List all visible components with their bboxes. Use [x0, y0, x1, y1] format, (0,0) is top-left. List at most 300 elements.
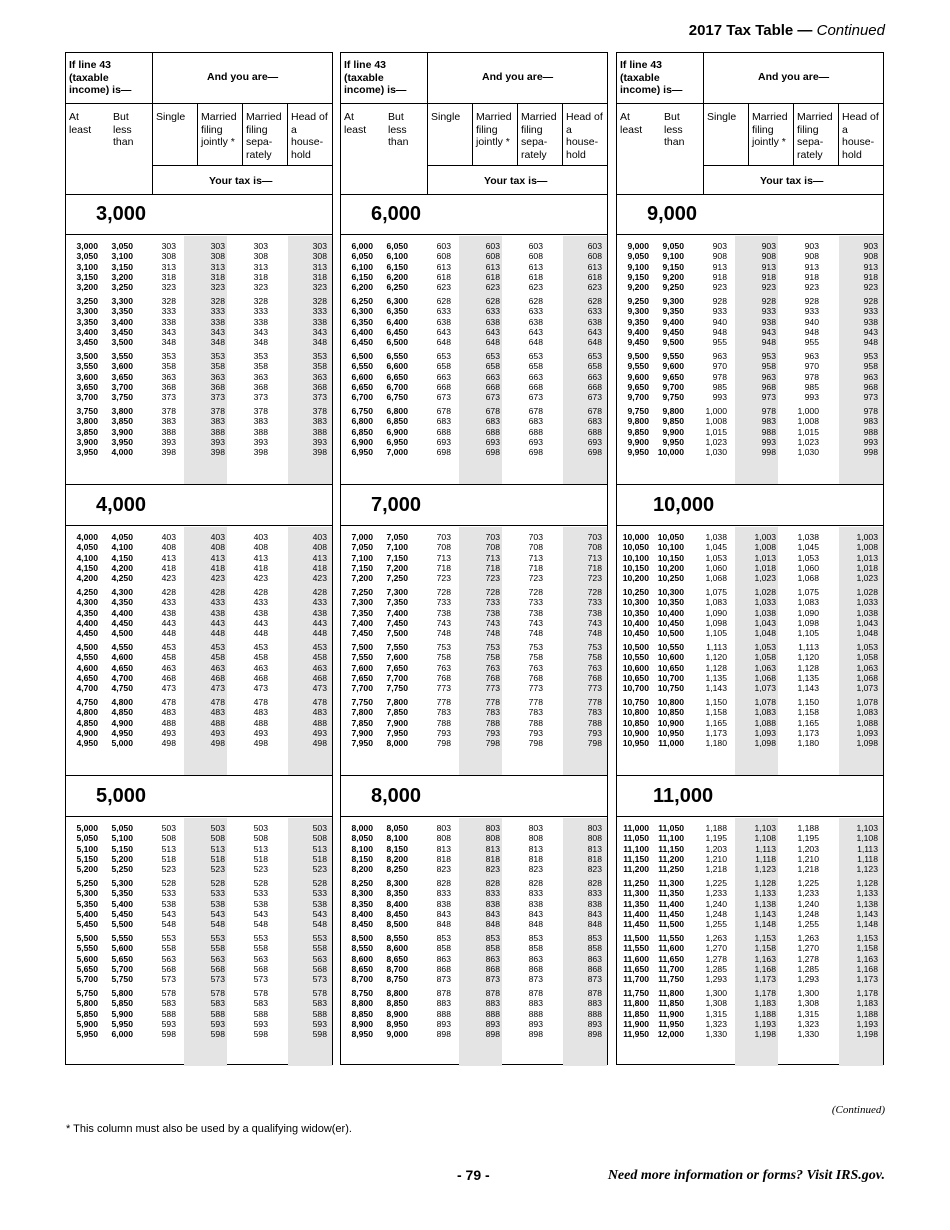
married-separately-label: Married filing sepa- rately	[521, 111, 557, 161]
table-row	[341, 618, 607, 628]
married-jointly-tax-cell: 693	[485, 436, 500, 447]
married-separately-tax-cell: 568	[253, 963, 268, 974]
table-row	[617, 372, 883, 382]
at-least-cell: 8,000	[351, 823, 373, 833]
head-of-household-tax-cell: 763	[587, 662, 602, 673]
but-less-cell: 11,700	[658, 963, 684, 974]
at-least-cell: 9,100	[627, 261, 649, 272]
but-less-cell: 9,000	[386, 1029, 408, 1040]
married-separately-tax-cell: 1,210	[797, 853, 819, 864]
married-jointly-tax-cell: 993	[761, 436, 776, 447]
single-tax-cell: 828	[436, 878, 451, 888]
table-row	[66, 728, 332, 738]
married-jointly-tax-cell: 403	[210, 532, 225, 542]
at-least-cell: 6,800	[351, 416, 373, 427]
section-title: 3,000	[96, 203, 147, 225]
at-least-cell: 6,850	[351, 426, 373, 437]
head-of-household-tax-cell: 823	[587, 864, 602, 875]
at-least-cell: 7,700	[351, 683, 373, 694]
single-tax-cell: 538	[161, 898, 176, 909]
at-least-cell: 9,400	[627, 326, 649, 337]
tax-column-3	[616, 52, 884, 1065]
single-tax-cell: 513	[161, 843, 176, 854]
more-info-link[interactable]: Need more information or forms? Visit IRS.gov.	[607, 1168, 885, 1183]
married-jointly-tax-cell: 793	[485, 727, 500, 738]
married-separately-tax-cell: 788	[528, 717, 543, 728]
head-of-household-tax-cell: 458	[312, 652, 327, 663]
but-less-cell: 5,050	[111, 823, 133, 833]
married-jointly-tax-cell: 613	[485, 261, 500, 272]
table-row	[617, 542, 883, 552]
at-least-cell: 11,900	[623, 1018, 649, 1029]
head-of-household-tax-cell: 508	[312, 833, 327, 844]
head-of-household-tax-cell: 1,168	[856, 963, 878, 974]
at-least-cell: 8,850	[351, 1008, 373, 1019]
at-least-cell: 8,600	[351, 953, 373, 964]
at-least-cell: 7,150	[351, 562, 373, 573]
but-less-cell: 3,950	[111, 436, 133, 447]
single-tax-cell: 1,090	[705, 607, 727, 618]
but-less-cell: 11,050	[658, 823, 684, 833]
at-least-cell: 7,250	[351, 587, 373, 597]
married-separately-tax-cell: 918	[804, 271, 819, 282]
at-least-cell: 4,150	[76, 562, 98, 573]
at-least-cell: 8,500	[351, 933, 373, 943]
single-tax-cell: 1,105	[705, 628, 727, 639]
married-jointly-tax-cell: 358	[210, 361, 225, 372]
table-row	[341, 738, 607, 748]
single-tax-cell: 993	[712, 392, 727, 403]
at-least-cell: 6,100	[351, 261, 373, 272]
married-jointly-tax-cell: 553	[210, 933, 225, 943]
table-row	[617, 964, 883, 974]
but-less-cell: 7,300	[386, 587, 408, 597]
single-tax-cell: 1,053	[705, 552, 727, 563]
married-jointly-tax-cell: 338	[210, 316, 225, 327]
married-jointly-tax-cell: 783	[485, 707, 500, 718]
at-least-cell: 11,300	[623, 888, 649, 899]
but-less-cell: 8,900	[386, 1008, 408, 1019]
single-tax-cell: 453	[161, 642, 176, 652]
single-tax-cell: 873	[436, 974, 451, 985]
single-tax-cell: 1,060	[705, 562, 727, 573]
married-jointly-tax-cell: 923	[761, 282, 776, 293]
table-row	[341, 899, 607, 909]
married-separately-tax-cell: 908	[804, 251, 819, 262]
married-jointly-tax-cell: 353	[210, 351, 225, 361]
single-tax-cell: 858	[436, 943, 451, 954]
but-less-cell: 11,200	[658, 853, 684, 864]
married-separately-tax-cell: 533	[253, 888, 268, 899]
head-of-household-tax-cell: 798	[587, 738, 602, 749]
married-jointly-tax-cell: 868	[485, 963, 500, 974]
at-least-cell: 8,800	[351, 998, 373, 1009]
single-tax-cell: 388	[161, 426, 176, 437]
but-less-cell: 11,600	[658, 943, 684, 954]
but-less-cell: 4,700	[111, 672, 133, 683]
married-jointly-tax-cell: 1,108	[754, 833, 776, 844]
married-separately-tax-cell: 353	[253, 351, 268, 361]
at-least-cell: 3,750	[76, 406, 98, 416]
head-of-household-tax-cell: 1,088	[856, 717, 878, 728]
single-tax-cell: 913	[712, 261, 727, 272]
table-row	[617, 878, 883, 888]
married-jointly-tax-cell: 518	[210, 853, 225, 864]
table-row	[341, 447, 607, 457]
married-jointly-tax-cell: 1,183	[754, 998, 776, 1009]
but-less-cell: 7,250	[386, 573, 408, 584]
at-least-cell: 6,250	[351, 296, 373, 306]
at-least-cell: 9,350	[627, 316, 649, 327]
head-of-household-tax-cell: 473	[312, 683, 327, 694]
head-of-household-tax-cell: 913	[863, 261, 878, 272]
but-less-cell: 8,650	[386, 953, 408, 964]
married-jointly-tax-cell: 728	[485, 587, 500, 597]
head-of-household-tax-cell: 443	[312, 617, 327, 628]
married-separately-tax-cell: 608	[528, 251, 543, 262]
table-row	[66, 954, 332, 964]
single-tax-cell: 603	[436, 241, 451, 251]
but-less-cell: 10,850	[657, 707, 684, 718]
married-separately-tax-cell: 1,203	[797, 843, 819, 854]
married-separately-tax-cell: 588	[253, 1008, 268, 1019]
but-less-cell: 7,900	[386, 717, 408, 728]
head-of-household-tax-cell: 323	[312, 282, 327, 293]
table-row	[617, 618, 883, 628]
single-tax-cell: 473	[161, 683, 176, 694]
table-row	[341, 361, 607, 371]
head-of-household-tax-cell: 883	[587, 998, 602, 1009]
single-tax-cell: 448	[161, 628, 176, 639]
section-title: 6,000	[371, 203, 422, 225]
but-less-cell: 7,950	[386, 727, 408, 738]
head-of-household-tax-cell: 593	[312, 1018, 327, 1029]
table-row	[66, 888, 332, 898]
head-of-household-tax-cell: 918	[863, 271, 878, 282]
single-tax-cell: 523	[161, 864, 176, 875]
head-of-household-tax-cell: 528	[312, 878, 327, 888]
married-jointly-tax-cell: 668	[485, 381, 500, 392]
single-tax-cell: 1,030	[705, 447, 727, 458]
married-separately-tax-cell: 678	[528, 406, 543, 416]
married-separately-tax-cell: 1,225	[797, 878, 819, 888]
head-of-household-label: Head of a house- hold	[566, 111, 603, 161]
head-of-household-tax-cell: 743	[587, 617, 602, 628]
at-least-cell: 9,900	[627, 436, 649, 447]
table-row	[341, 728, 607, 738]
single-tax-cell: 1,128	[705, 662, 727, 673]
table-row	[617, 406, 883, 416]
married-jointly-tax-cell: 608	[485, 251, 500, 262]
married-separately-tax-cell: 683	[528, 416, 543, 427]
but-less-cell: 5,650	[111, 953, 133, 964]
married-jointly-tax-cell: 878	[485, 988, 500, 998]
tax-column-2	[340, 52, 608, 1065]
married-separately-tax-cell: 833	[528, 888, 543, 899]
married-separately-tax-cell: 373	[253, 392, 268, 403]
single-tax-cell: 723	[436, 573, 451, 584]
single-tax-cell: 853	[436, 933, 451, 943]
but-less-cell: 9,500	[662, 337, 684, 348]
at-least-cell: 6,900	[351, 436, 373, 447]
single-tax-cell: 613	[436, 261, 451, 272]
married-jointly-tax-cell: 428	[210, 587, 225, 597]
married-separately-tax-cell: 763	[528, 662, 543, 673]
but-less-cell: 9,350	[662, 306, 684, 317]
head-of-household-tax-cell: 533	[312, 888, 327, 899]
married-separately-tax-cell: 803	[528, 823, 543, 833]
single-tax-cell: 423	[161, 573, 176, 584]
table-row	[341, 919, 607, 929]
married-jointly-tax-cell: 1,163	[754, 953, 776, 964]
but-less-cell: 10,750	[657, 683, 684, 694]
married-jointly-tax-cell: 1,023	[754, 573, 776, 584]
at-least-cell: 11,350	[623, 898, 649, 909]
table-row	[617, 663, 883, 673]
head-of-household-tax-cell: 418	[312, 562, 327, 573]
but-less-cell: 10,250	[657, 573, 684, 584]
single-tax-cell: 1,158	[705, 707, 727, 718]
head-of-household-tax-cell: 998	[863, 447, 878, 458]
at-least-cell: 3,100	[76, 261, 98, 272]
but-less-label: But less than	[113, 111, 134, 148]
but-less-cell: 8,600	[386, 943, 408, 954]
married-separately-tax-cell: 638	[528, 316, 543, 327]
married-separately-tax-cell: 508	[253, 833, 268, 844]
single-tax-cell: 955	[712, 337, 727, 348]
head-of-household-tax-cell: 948	[863, 337, 878, 348]
married-separately-tax-cell: 1,030	[797, 447, 819, 458]
but-less-cell: 10,150	[657, 552, 684, 563]
at-least-cell: 6,050	[351, 251, 373, 262]
table-row	[617, 296, 883, 306]
married-jointly-tax-cell: 933	[761, 306, 776, 317]
married-separately-tax-cell: 738	[528, 607, 543, 618]
married-jointly-tax-cell: 733	[485, 597, 500, 608]
married-jointly-tax-cell: 888	[485, 1008, 500, 1019]
single-tax-cell: 1,045	[705, 542, 727, 553]
single-tax-cell: 553	[161, 933, 176, 943]
table-row	[66, 317, 332, 327]
head-of-household-tax-cell: 973	[863, 392, 878, 403]
married-jointly-tax-cell: 468	[210, 672, 225, 683]
table-row	[617, 262, 883, 272]
at-least-cell: 11,650	[623, 963, 649, 974]
page-number: - 79 -	[457, 1167, 490, 1183]
head-of-household-tax-cell: 543	[312, 908, 327, 919]
married-jointly-tax-cell: 383	[210, 416, 225, 427]
table-row	[66, 854, 332, 864]
married-separately-tax-cell: 503	[253, 823, 268, 833]
column-header	[66, 53, 332, 195]
single-tax-cell: 703	[436, 532, 451, 542]
your-tax-label: Your tax is—	[760, 175, 824, 187]
head-of-household-tax-cell: 873	[587, 974, 602, 985]
table-row	[66, 282, 332, 292]
head-of-household-tax-cell: 993	[863, 436, 878, 447]
at-least-cell: 7,650	[351, 672, 373, 683]
head-of-household-tax-cell: 613	[587, 261, 602, 272]
head-of-household-tax-cell: 1,043	[856, 617, 878, 628]
but-less-cell: 9,650	[662, 371, 684, 382]
but-less-cell: 4,550	[111, 642, 133, 652]
married-jointly-tax-cell: 318	[210, 271, 225, 282]
table-row	[341, 652, 607, 662]
married-jointly-tax-cell: 973	[761, 392, 776, 403]
at-least-cell: 7,950	[351, 738, 373, 749]
table-row	[341, 382, 607, 392]
at-least-cell: 6,350	[351, 316, 373, 327]
head-of-household-tax-cell: 538	[312, 898, 327, 909]
head-of-household-tax-cell: 478	[312, 697, 327, 707]
married-jointly-tax-cell: 663	[485, 371, 500, 382]
but-less-cell: 3,300	[111, 296, 133, 306]
but-less-cell: 7,050	[386, 532, 408, 542]
single-tax-cell: 313	[161, 261, 176, 272]
table-row	[341, 854, 607, 864]
head-of-household-tax-cell: 553	[312, 933, 327, 943]
at-least-cell: 10,400	[622, 617, 649, 628]
married-jointly-tax-cell: 458	[210, 652, 225, 663]
at-least-cell: 5,800	[76, 998, 98, 1009]
head-of-household-tax-cell: 928	[863, 296, 878, 306]
head-of-household-tax-cell: 1,038	[856, 607, 878, 618]
married-jointly-tax-cell: 373	[210, 392, 225, 403]
but-less-cell: 4,800	[111, 697, 133, 707]
but-less-cell: 5,000	[111, 738, 133, 749]
head-of-household-tax-cell: 1,078	[856, 697, 878, 707]
but-less-cell: 3,700	[111, 381, 133, 392]
head-of-household-tax-cell: 363	[312, 371, 327, 382]
at-least-cell: 7,350	[351, 607, 373, 618]
table-row	[66, 337, 332, 347]
table-row	[341, 998, 607, 1008]
but-less-cell: 9,750	[662, 392, 684, 403]
head-of-household-tax-cell: 1,128	[856, 878, 878, 888]
married-jointly-tax-cell: 558	[210, 943, 225, 954]
married-jointly-tax-cell: 453	[210, 642, 225, 652]
head-of-household-tax-cell: 303	[312, 241, 327, 251]
married-jointly-tax-cell: 1,058	[754, 652, 776, 663]
head-of-household-tax-cell: 893	[587, 1018, 602, 1029]
single-tax-cell: 408	[161, 542, 176, 553]
head-of-household-tax-cell: 818	[587, 853, 602, 864]
table-row	[66, 573, 332, 583]
table-row	[341, 864, 607, 874]
head-of-household-tax-cell: 348	[312, 337, 327, 348]
head-of-household-tax-cell: 718	[587, 562, 602, 573]
married-jointly-tax-cell: 808	[485, 833, 500, 844]
at-least-cell: 8,300	[351, 888, 373, 899]
at-least-cell: 10,650	[622, 672, 649, 683]
table-row	[66, 663, 332, 673]
but-less-cell: 6,650	[386, 371, 408, 382]
married-separately-tax-cell: 873	[528, 974, 543, 985]
married-separately-tax-cell: 858	[528, 943, 543, 954]
but-less-cell: 11,150	[658, 843, 684, 854]
head-of-household-tax-cell: 1,113	[857, 843, 878, 854]
single-label: Single	[431, 111, 461, 123]
married-separately-tax-cell: 718	[528, 562, 543, 573]
head-of-household-tax-cell: 1,193	[856, 1018, 878, 1029]
table-row	[66, 943, 332, 953]
at-least-cell: 6,550	[351, 361, 373, 372]
married-jointly-tax-cell: 563	[210, 953, 225, 964]
married-separately-tax-cell: 1,068	[797, 573, 819, 584]
at-least-cell: 3,000	[76, 241, 98, 251]
married-separately-tax-cell: 853	[528, 933, 543, 943]
married-jointly-tax-cell: 438	[210, 607, 225, 618]
head-of-household-tax-cell: 1,158	[856, 943, 878, 954]
but-less-cell: 4,650	[111, 662, 133, 673]
married-jointly-tax-cell: 483	[210, 707, 225, 718]
footnote: * This column must also be used by a qualifying widow(er).	[66, 1123, 352, 1135]
married-jointly-tax-cell: 703	[485, 532, 500, 542]
single-tax-cell: 903	[712, 241, 727, 251]
married-separately-tax-cell: 313	[253, 261, 268, 272]
married-separately-tax-cell: 653	[528, 351, 543, 361]
single-tax-cell: 893	[436, 1018, 451, 1029]
table-row	[66, 437, 332, 447]
single-tax-cell: 688	[436, 426, 451, 437]
but-less-cell: 11,450	[658, 908, 684, 919]
married-jointly-tax-cell: 953	[761, 351, 776, 361]
table-row	[66, 427, 332, 437]
single-tax-cell: 588	[161, 1008, 176, 1019]
at-least-cell: 8,450	[351, 919, 373, 930]
married-separately-tax-cell: 848	[528, 919, 543, 930]
single-tax-cell: 428	[161, 587, 176, 597]
but-less-cell: 4,200	[111, 562, 133, 573]
at-least-cell: 10,500	[622, 642, 649, 652]
at-least-cell: 5,050	[76, 833, 98, 844]
head-of-household-tax-cell: 353	[312, 351, 327, 361]
married-jointly-tax-cell: 528	[210, 878, 225, 888]
at-least-cell: 10,600	[622, 662, 649, 673]
single-label: Single	[707, 111, 737, 123]
head-of-household-tax-cell: 468	[312, 672, 327, 683]
married-jointly-tax-cell: 1,188	[754, 1008, 776, 1019]
but-less-cell: 10,700	[657, 672, 684, 683]
married-jointly-tax-cell: 743	[485, 617, 500, 628]
at-least-cell: 7,200	[351, 573, 373, 584]
but-less-cell: 8,550	[386, 933, 408, 943]
married-jointly-tax-cell: 788	[485, 717, 500, 728]
single-tax-cell: 978	[712, 371, 727, 382]
single-tax-cell: 458	[161, 652, 176, 663]
income-section	[617, 194, 883, 484]
but-less-cell: 6,000	[111, 1029, 133, 1040]
married-jointly-tax-cell: 573	[210, 974, 225, 985]
married-jointly-tax-cell: 493	[210, 727, 225, 738]
head-of-household-tax-cell: 723	[587, 573, 602, 584]
single-tax-cell: 1,323	[705, 1018, 727, 1029]
table-row	[617, 974, 883, 984]
but-less-cell: 9,950	[662, 436, 684, 447]
but-less-cell: 10,000	[657, 447, 684, 458]
married-jointly-tax-cell: 593	[210, 1018, 225, 1029]
single-tax-cell: 738	[436, 607, 451, 618]
married-separately-tax-cell: 408	[253, 542, 268, 553]
at-least-cell: 5,550	[76, 943, 98, 954]
at-least-cell: 7,550	[351, 652, 373, 663]
but-less-cell: 10,950	[657, 727, 684, 738]
head-of-household-tax-cell: 768	[587, 672, 602, 683]
head-of-household-tax-cell: 573	[312, 974, 327, 985]
but-less-cell: 3,350	[111, 306, 133, 317]
married-jointly-tax-cell: 908	[761, 251, 776, 262]
but-less-cell: 7,000	[386, 447, 408, 458]
